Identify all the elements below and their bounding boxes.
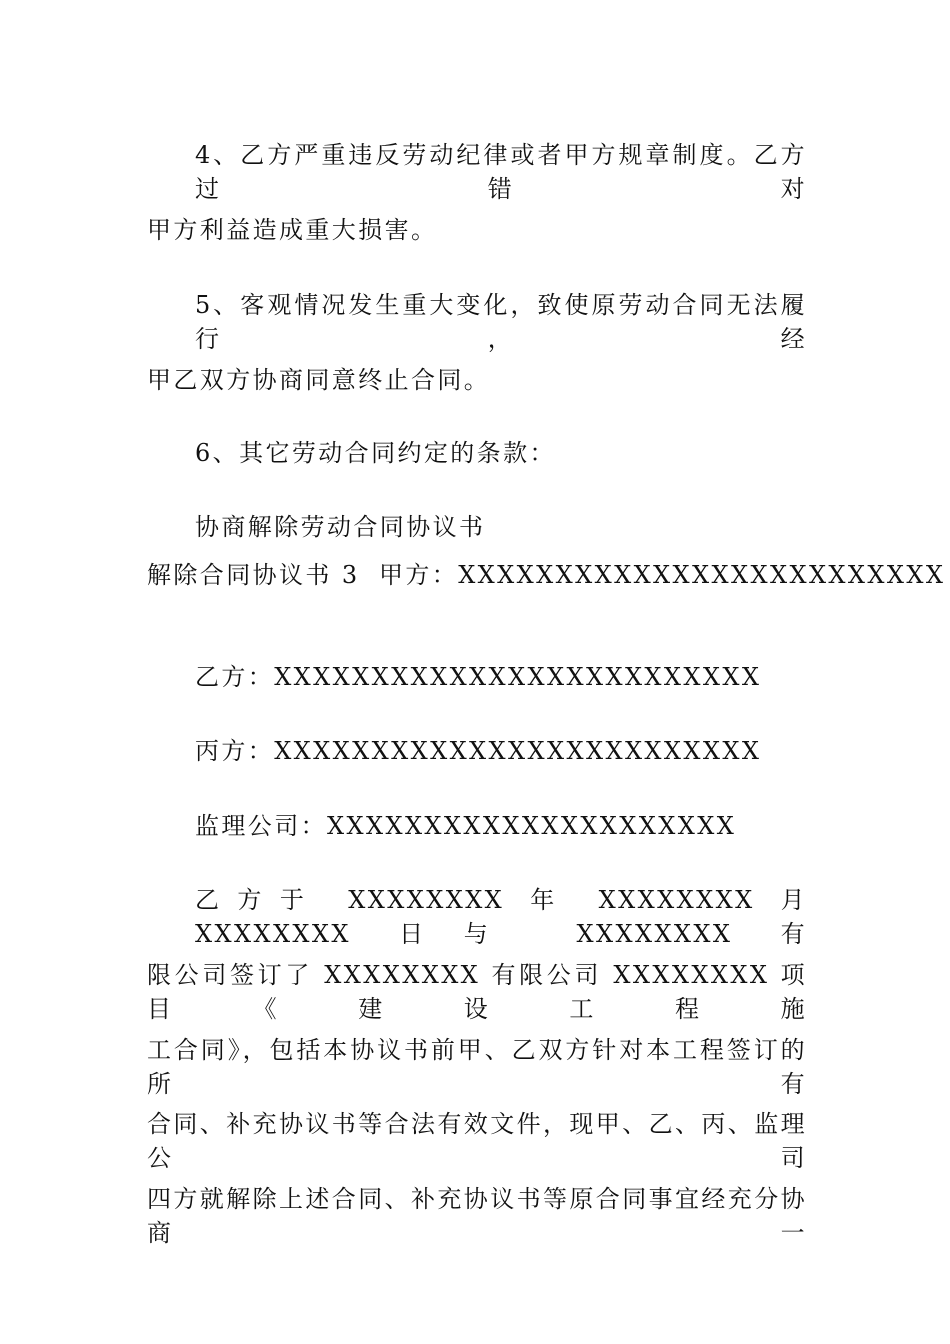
- clause-5-line-2: 甲乙双方协商同意终止合同。: [147, 366, 491, 394]
- body-line-4: 合同、补充协议书等合法有效文件，现甲、乙、丙、监理公司: [147, 1110, 807, 1172]
- party-a-line: 甲方：XXXXXXXXXXXXXXXXXXXXXXXXX: [379, 561, 946, 589]
- party-b-line: 乙方：XXXXXXXXXXXXXXXXXXXXXXXXX: [195, 663, 762, 691]
- body-line-5: 四方就解除上述合同、补充协议书等原合同事宜经充分协商一: [147, 1185, 807, 1247]
- agreement-heading: 解除合同协议书 3: [147, 561, 360, 589]
- clause-4-line-2: 甲方利益造成重大损害。: [147, 216, 438, 244]
- supervisor-line: 监理公司：XXXXXXXXXXXXXXXXXXXXX: [195, 812, 737, 840]
- agreement-heading-row: [147, 558, 946, 592]
- body-line-1: 乙方于 XXXXXXXX 年 XXXXXXXX 月 XXXXXXXX 日与 XXXXXXXX 有: [195, 886, 807, 948]
- clause-5-line-1: 5、客观情况发生重大变化，致使原劳动合同无法履行，经: [195, 291, 807, 353]
- body-line-2: 限公司签订了 XXXXXXXX 有限公司 XXXXXXXX 项目《建设工程施: [147, 961, 807, 1023]
- clause-6-line: 6、其它劳动合同约定的条款：: [195, 439, 556, 467]
- clause-4-line-1: 4、乙方严重违反劳动纪律或者甲方规章制度。乙方过错对: [195, 141, 807, 203]
- section-title: 协商解除劳动合同协议书: [195, 513, 486, 541]
- body-line-3: 工合同》，包括本协议书前甲、乙双方针对本工程签订的所有: [147, 1036, 807, 1098]
- party-c-line: 丙方：XXXXXXXXXXXXXXXXXXXXXXXXX: [195, 737, 762, 765]
